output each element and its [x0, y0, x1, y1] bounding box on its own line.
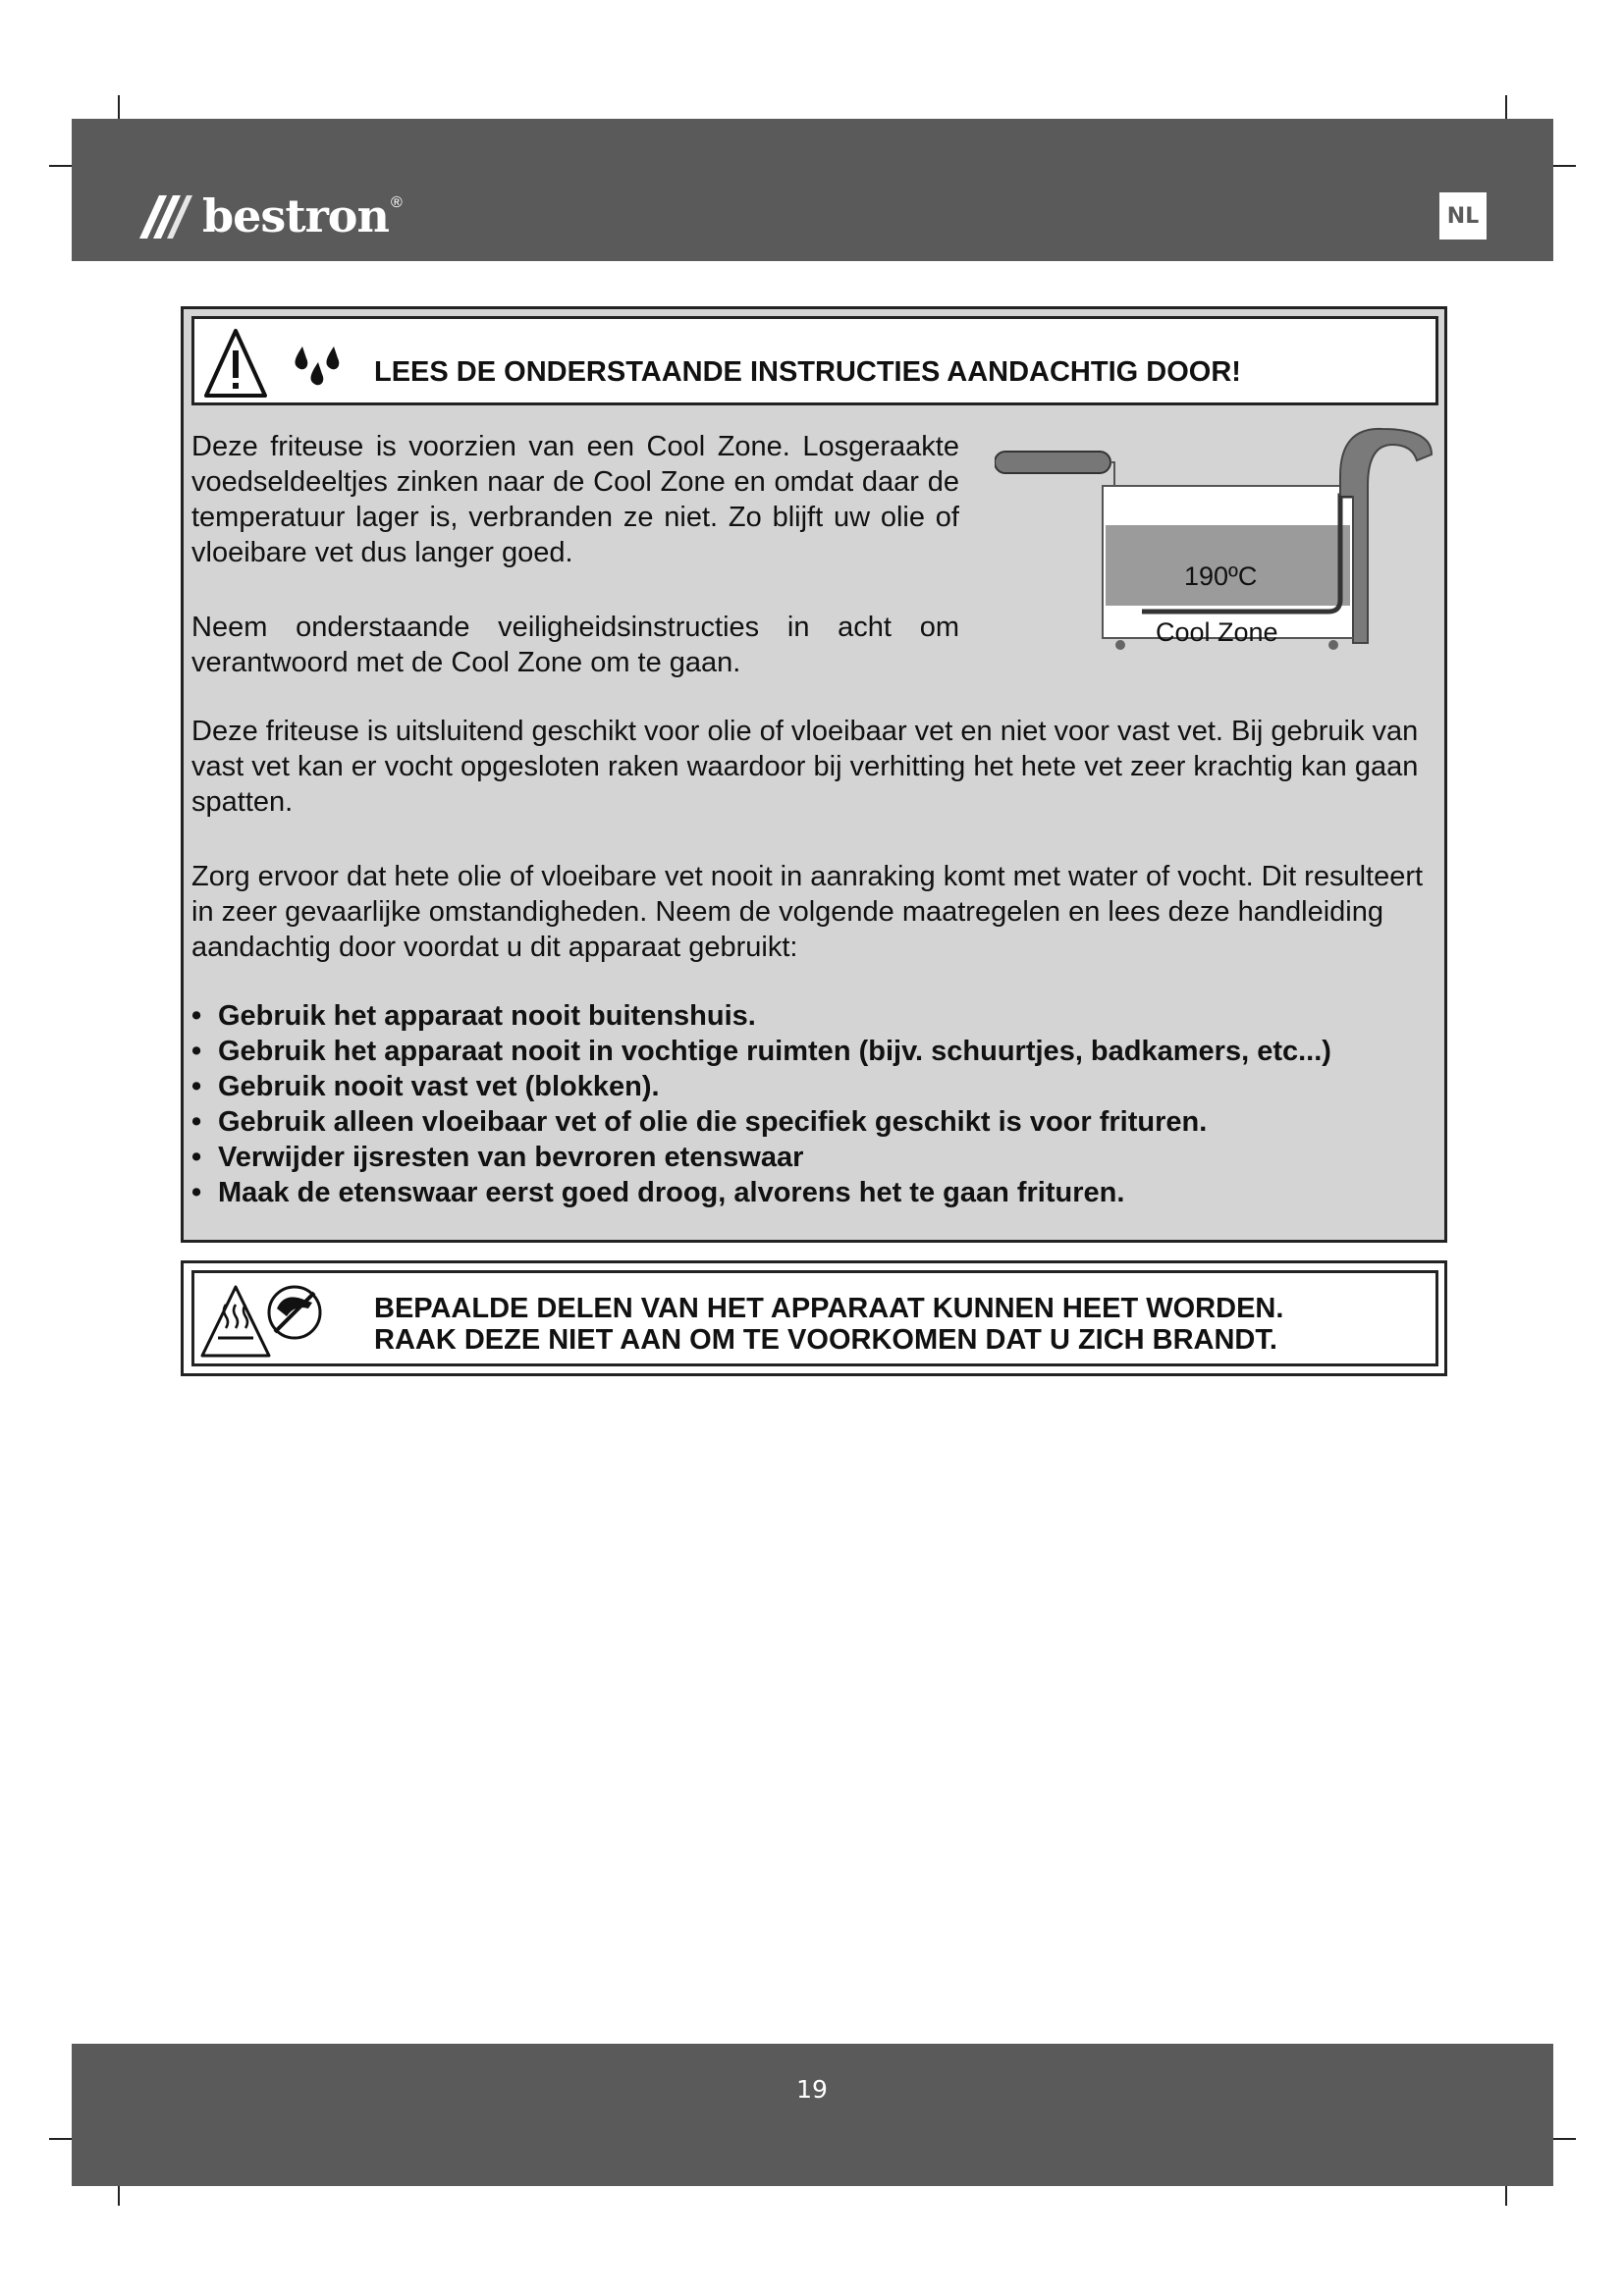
footer-bar [72, 2044, 1553, 2186]
page-number: 19 [796, 2075, 828, 2104]
warning-title-box [191, 316, 1438, 405]
safety-paragraph: Neem onderstaande veiligheidsinstructies in acht om verantwoord met de Cool Zone om te gaan. [191, 612, 959, 678]
water-warning-paragraph: Zorg ervoor dat hete olie of vloeibare vet nooit in aanraking komt met water of vocht. Dit resulteert in zeer gevaarlijke omstandigheden. Neem de volgende maatregelen en lees deze handleiding aandachtig door voordat u dit apparaat gebruikt: [191, 861, 1424, 963]
registered-mark: ® [390, 194, 403, 211]
hot-surface-inner [191, 1270, 1438, 1366]
warning-drops-icon [204, 325, 371, 403]
warning-panel [181, 306, 1447, 1243]
bullet-item: • Gebruik alleen vloeibaar vet of olie die specifiek geschikt is voor frituren. [191, 1104, 1438, 1140]
brand-logo [137, 187, 403, 245]
brand-name: bestron [202, 189, 389, 242]
hot-surface-line-2: RAAK DEZE NIET AAN OM TE VOORKOMEN DAT U ZICH BRANDT. [374, 1324, 1277, 1356]
hot-surface-icon [200, 1279, 338, 1362]
bullet-item: • Verwijder ijsresten van bevroren etenswaar [191, 1140, 1438, 1175]
hot-surface-warning [181, 1260, 1447, 1376]
hot-surface-line-1: BEPAALDE DELEN VAN HET APPARAAT KUNNEN HEET WORDEN. [374, 1293, 1284, 1324]
oil-temperature-label: 190ºC [1184, 561, 1258, 591]
language-badge: NL [1439, 192, 1487, 240]
warning-title: LEES DE ONDERSTAANDE INSTRUCTIES AANDACHTIG DOOR! [374, 356, 1241, 388]
hot-surface-text [374, 1293, 1283, 1356]
cool-zone-label: Cool Zone [1156, 617, 1278, 647]
solid-fat-paragraph: Deze friteuse is uitsluitend geschikt voor olie of vloeibaar vet en niet voor vast vet. Bij gebruik van vast vet kan er vocht opgesloten raken waardoor bij verhitting het hete vet zeer krachtig kan gaan spatten. [191, 716, 1419, 818]
bullet-item: • Gebruik het apparaat nooit in vochtige ruimten (bijv. schuurtjes, badkamers, etc...) [191, 1034, 1438, 1069]
cool-zone-paragraph: Deze friteuse is voorzien van een Cool Zone. Losgeraakte voedseldeeltjes zinken naar de Cool Zone en omdat daar de temperatuur lager is, verbranden ze niet. Zo blijft uw olie of vloeibare vet dus langer goed. [191, 431, 959, 568]
safety-bullet-list [191, 998, 1438, 1210]
fryer-diagram [995, 417, 1436, 653]
brand-chevron-icon [137, 191, 194, 240]
bullet-item: • Maak de etenswaar eerst goed droog, alvorens het te gaan frituren. [191, 1175, 1438, 1210]
bullet-item: • Gebruik nooit vast vet (blokken). [191, 1069, 1438, 1104]
bullet-item: • Gebruik het apparaat nooit buitenshuis. [191, 998, 1438, 1034]
